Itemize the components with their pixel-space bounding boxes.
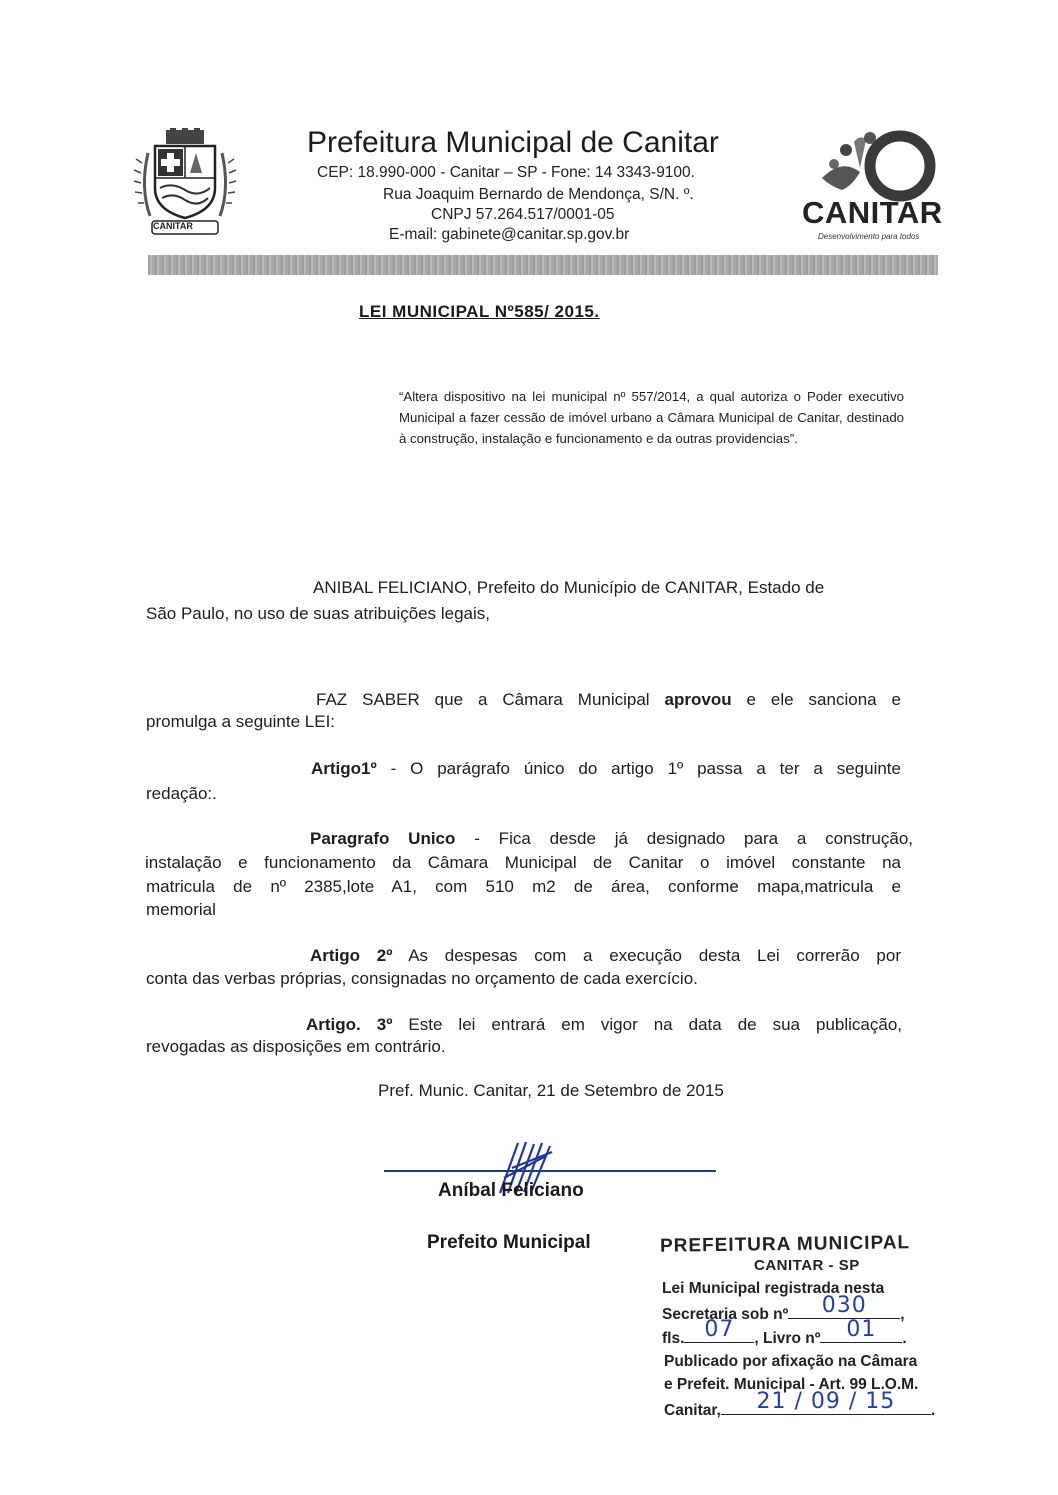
stamp-line-published: Publicado por afixação na Câmara (664, 1353, 918, 1370)
artigo2-line-1 (310, 946, 901, 966)
stamp-fls-field (684, 1317, 754, 1343)
stamp-title: PREFEITURA MUNICIPAL (659, 1232, 911, 1257)
stamp-fls-value: 07 (704, 1317, 735, 1342)
header-email: E-mail: gabinete@canitar.sp.gov.br (389, 226, 630, 243)
paragrafo-line-1 (310, 829, 913, 849)
artigo2-text: As despesas com a execução desta Lei correrão por (392, 946, 901, 965)
artigo1-line-1 (311, 759, 901, 779)
paragrafo-line-4: memorial (146, 900, 216, 919)
faz-saber-line-1 (316, 690, 901, 710)
logo-wordmark: CANITAR (802, 195, 943, 230)
preamble-line-1: ANIBAL FELICIANO, Prefeito do Município de CANITAR, Estado de (313, 578, 825, 597)
stamp-date-value: 21 / 09 / 15 (756, 1389, 896, 1414)
header-address-cep: CEP: 18.990-000 - Canitar – SP - Fone: 14 3343-9100. (317, 164, 695, 181)
org-title: Prefeitura Municipal de Canitar (307, 126, 719, 159)
date-line: Pref. Munic. Canitar, 21 de Setembro de 2015 (378, 1081, 724, 1100)
signatory-name: Aníbal Feliciano (438, 1180, 584, 1201)
artigo3-text: Este lei entrará em vigor na data de sua publicação, (392, 1015, 903, 1034)
faz-saber-line-2: promulga a seguinte LEI: (146, 712, 336, 731)
artigo1-label: Artigo1º (311, 759, 377, 778)
stamp-fls-label: fls. (662, 1330, 685, 1347)
stamp-secretaria-label: Secretaria sob nº (662, 1306, 789, 1323)
coat-label: CANITAR (153, 221, 193, 231)
stamp-line-fls: fls. 07 , Livro nº 01 . (662, 1317, 907, 1347)
stamp-subtitle: CANITAR - SP (754, 1257, 860, 1274)
artigo3-line-2: revogadas as disposições em contrário. (146, 1037, 446, 1056)
signature-line (384, 1170, 716, 1172)
law-summary: “Altera dispositivo na lei municipal nº 557/2014, a qual autoriza o Poder executivo Municipal a fazer cessão de imóvel urbano a Câmara Municipal de Canitar, destinado à construção, instalação e funcionamento e da outras providencias”. (399, 389, 904, 446)
stamp-line-registered: Lei Municipal registrada nesta (662, 1280, 885, 1297)
paragrafo-line-3: matricula de nº 2385,lote A1, com 510 m2 de área, conforme mapa,matricula e (146, 877, 901, 896)
faz-saber-bold: aprovou (664, 690, 732, 709)
artigo3-label: Artigo. 3º (306, 1015, 393, 1034)
paragrafo-label: Paragrafo Unico (310, 829, 456, 848)
preamble-line-2: São Paulo, no uso de suas atribuições legais, (146, 604, 491, 623)
header-address-street: Rua Joaquim Bernardo de Mendonça, S/N. º. (383, 186, 694, 203)
stamp-line-date: Canitar, 21 / 09 / 15 . (664, 1389, 936, 1419)
paragrafo-text: - Fica desde já designado para a construção, (455, 829, 914, 848)
stamp-line-article: e Prefeit. Municipal - Art. 99 L.O.M. (664, 1376, 919, 1393)
artigo3-line-1 (306, 1015, 902, 1035)
stamp-livro-field (820, 1317, 902, 1343)
logo-tagline: Desenvolvimento para todos (818, 232, 920, 241)
artigo1-text: - O parágrafo único do artigo 1º passa a ter a seguinte (376, 759, 901, 778)
faz-saber-text: FAZ SABER que a Câmara Municipal (316, 690, 665, 709)
artigo1-line-2: redação:. (146, 784, 217, 803)
header-cnpj: CNPJ 57.264.517/0001-05 (431, 206, 615, 223)
law-title: LEI MUNICIPAL Nº585/ 2015. (359, 302, 600, 321)
faz-saber-text-2: e ele sanciona e (731, 690, 901, 709)
header-divider-band (148, 255, 938, 275)
artigo2-label: Artigo 2º (310, 946, 393, 965)
signatory-role: Prefeito Municipal (427, 1232, 591, 1253)
stamp-secretaria-value: 030 (821, 1293, 867, 1318)
stamp-line-secretaria: Secretaria sob nº 030 , (662, 1293, 905, 1323)
paragrafo-line-2: instalação e funcionamento da Câmara Municipal de Canitar o imóvel constante na (145, 853, 901, 872)
stamp-livro-value: 01 (846, 1317, 877, 1342)
stamp-canitar-label: Canitar, (664, 1402, 721, 1419)
artigo2-line-2: conta das verbas próprias, consignadas no orçamento de cada exercício. (146, 969, 698, 988)
stamp-livro-label: , Livro nº (754, 1330, 821, 1347)
